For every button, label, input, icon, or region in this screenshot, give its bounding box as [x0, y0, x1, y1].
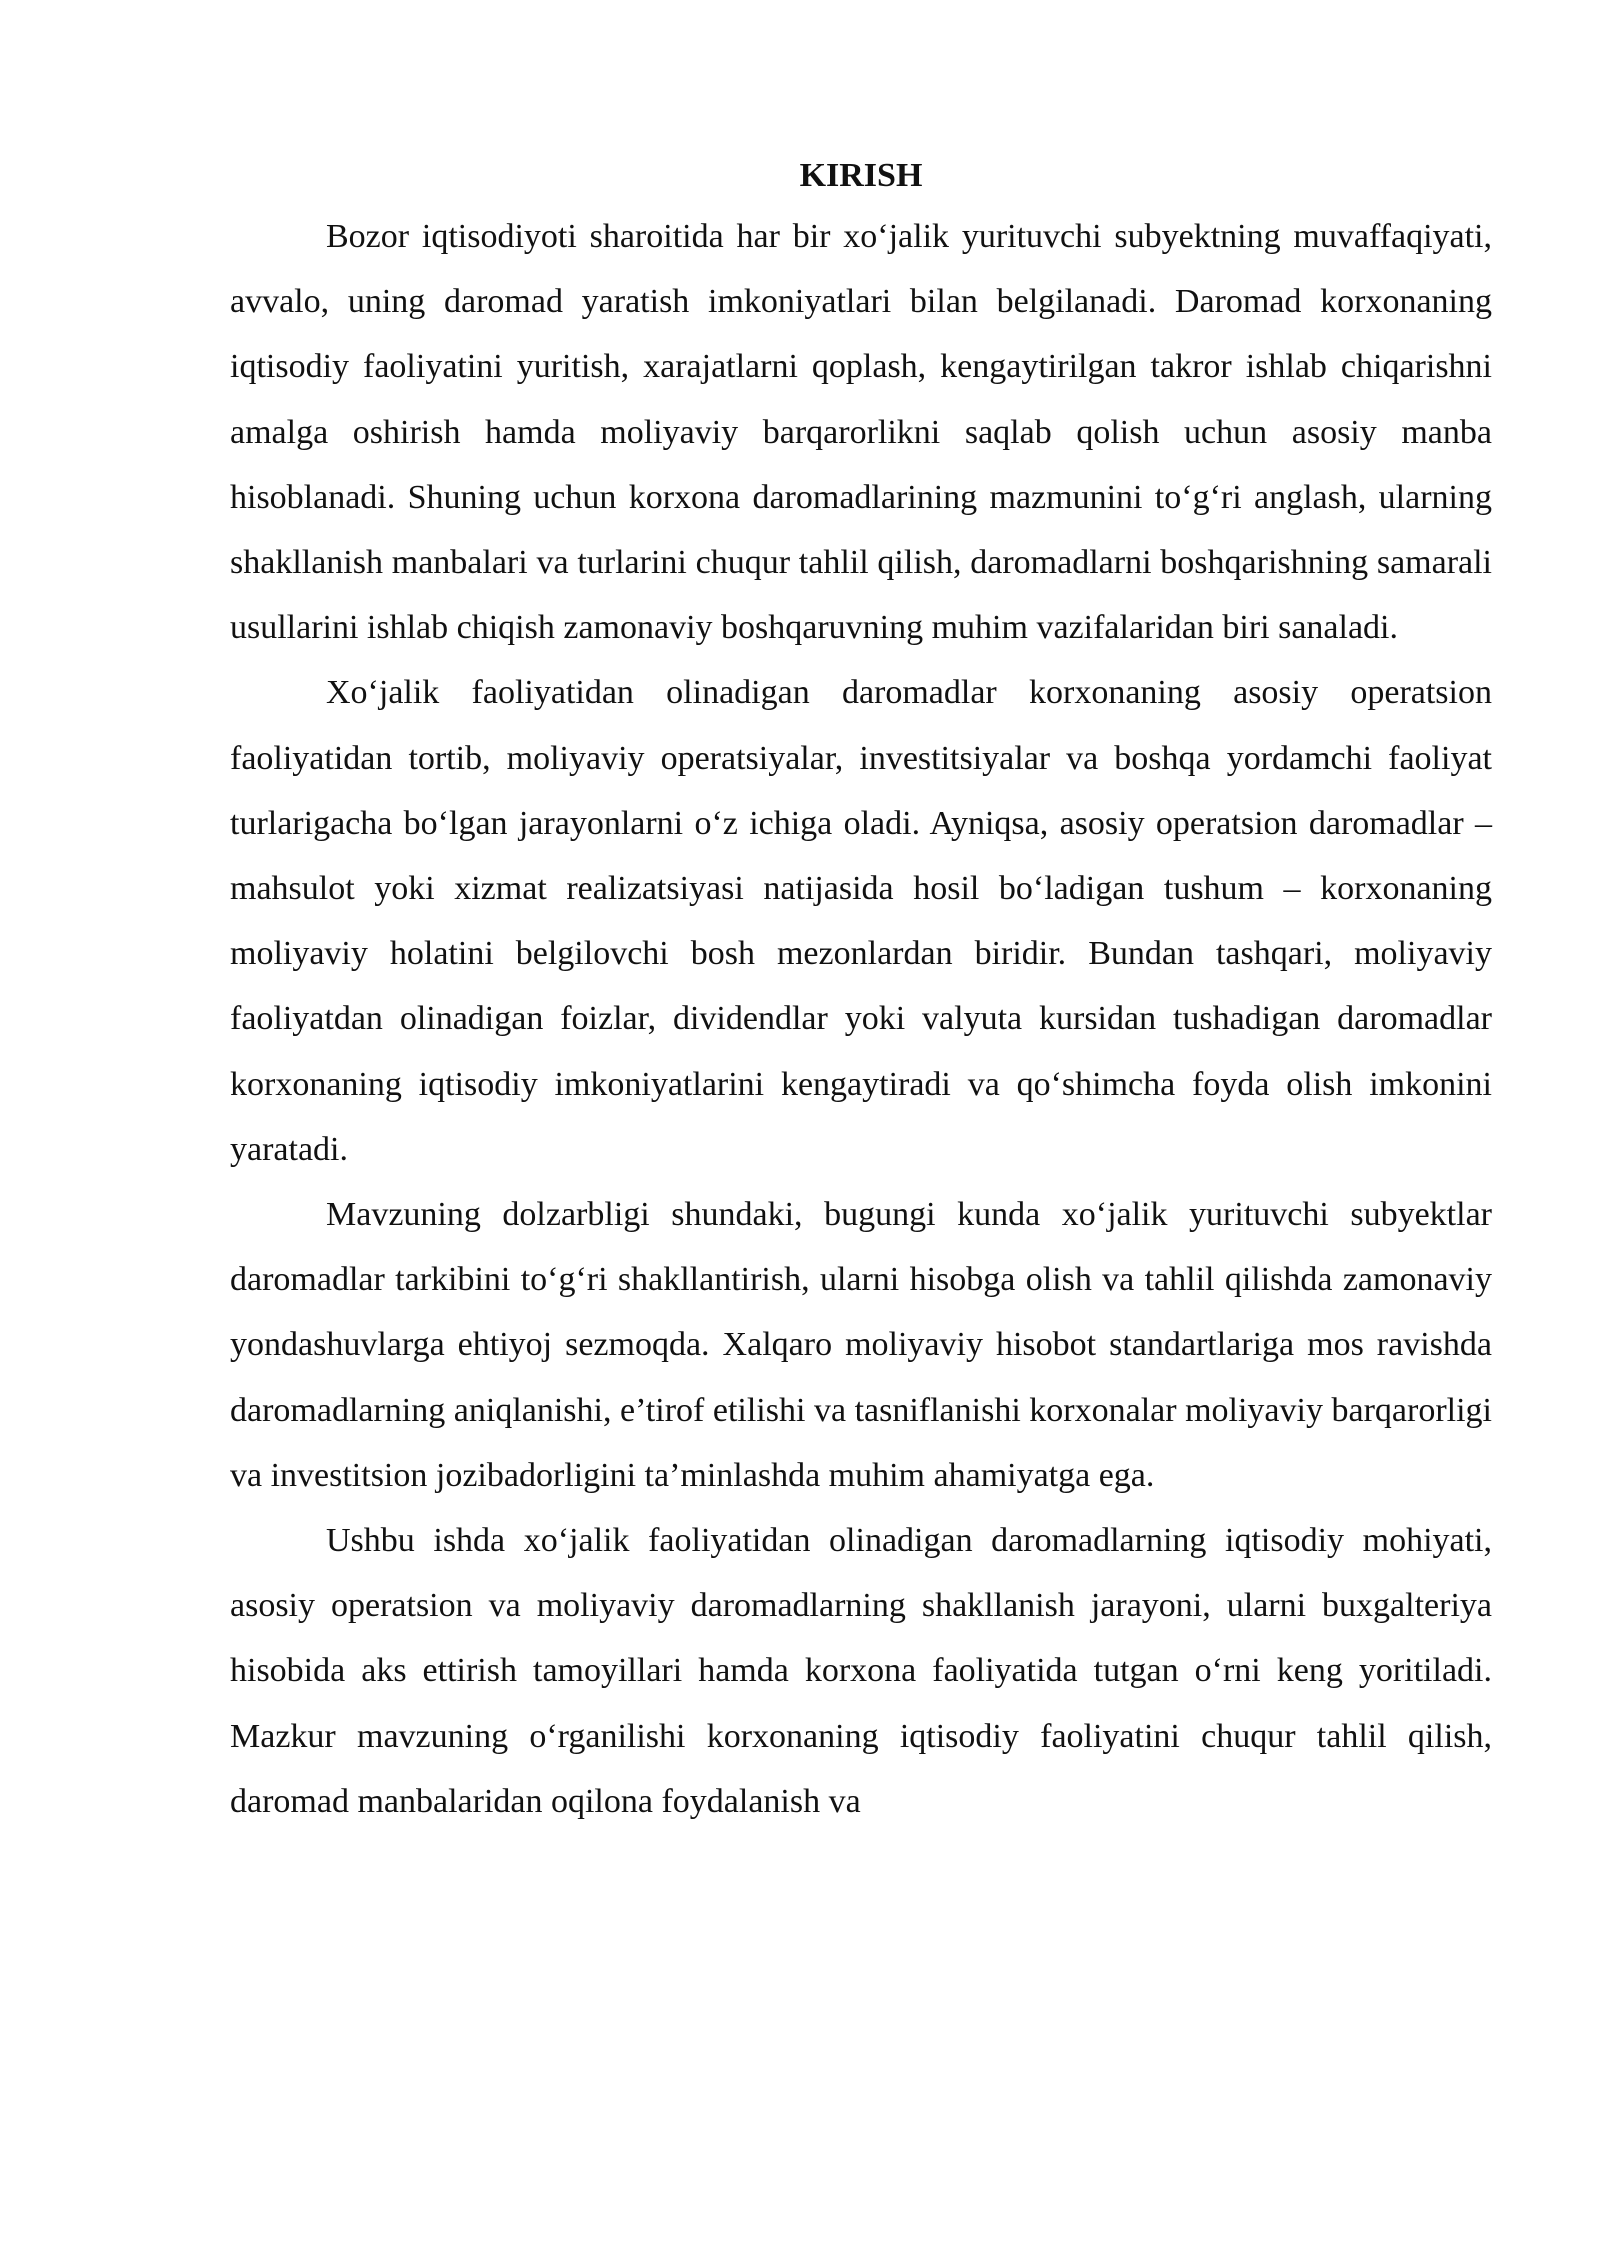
- section-title: KIRISH: [799, 157, 923, 194]
- document-page: [230, 148, 1492, 1834]
- paragraph-4: Ushbu ishda xo‘jalik faoliyatidan olinadigan daromadlarning iqtisodiy mohiyati, asosiy operatsion va moliyaviy daromadlarning shakllanish jarayoni, ularni buxgalteriya hisobida aks ettirish tamoyillari hamda korxona faoliyatida tutgan o‘rni keng yoritiladi. Mazkur mavzuning o‘rganilishi korxonaning iqtisodiy faoliyatini chuqur tahlil qilish, daromad manbalaridan oqilona foydalanish va: [230, 1522, 1492, 1820]
- paragraph-1: Bozor iqtisodiyoti sharoitida har bir xo‘jalik yurituvchi subyektning muvaffaqiyati, avvalo, uning daromad yaratish imkoniyatlari bilan belgilanadi. Daromad korxonaning iqtisodiy faoliyatini yuritish, xarajatlarni qoplash, kengaytirilgan takror ishlab chiqarishni amalga oshirish hamda moliyaviy barqarorlikni saqlab qolish uchun asosiy manba hisoblanadi. Shuning uchun korxona daromadlarining mazmunini to‘g‘ri anglash, ularning shakllanish manbalari va turlarini chuqur tahlil qilish, daromadlarni boshqarishning samarali usullarini ishlab chiqish zamonaviy boshqaruvning muhim vazifalaridan biri sanaladi.: [230, 218, 1492, 647]
- paragraph-3: Mavzuning dolzarbligi shundaki, bugungi kunda xo‘jalik yurituvchi subyektlar daromadlar tarkibini to‘g‘ri shakllantirish, ularni hisobga olish va tahlil qilishda zamonaviy yondashuvlarga ehtiyoj sezmoqda. Xalqaro moliyaviy hisobot standartlariga mos ravishda daromadlarning aniqlanishi, e’tirof etilishi va tasniflanishi korxonalar moliyaviy barqarorligi va investitsion jozibadorligini ta’minlashda muhim ahamiyatga ega.: [230, 1196, 1492, 1494]
- paragraph-2: Xo‘jalik faoliyatidan olinadigan daromadlar korxonaning asosiy operatsion faoliyatidan tortib, moliyaviy operatsiyalar, investitsiyalar va boshqa yordamchi faoliyat turlarigacha bo‘lgan jarayonlarni o‘z ichiga oladi. Ayniqsa, asosiy operatsion daromadlar – mahsulot yoki xizmat realizatsiyasi natijasida hosil bo‘ladigan tushum – korxonaning moliyaviy holatini belgilovchi bosh mezonlardan biridir. Bundan tashqari, moliyaviy faoliyatdan olinadigan foizlar, dividendlar yoki valyuta kursidan tushadigan daromadlar korxonaning iqtisodiy imkoniyatlarini kengaytiradi va qo‘shimcha foyda olish imkonini yaratadi.: [230, 674, 1492, 1168]
